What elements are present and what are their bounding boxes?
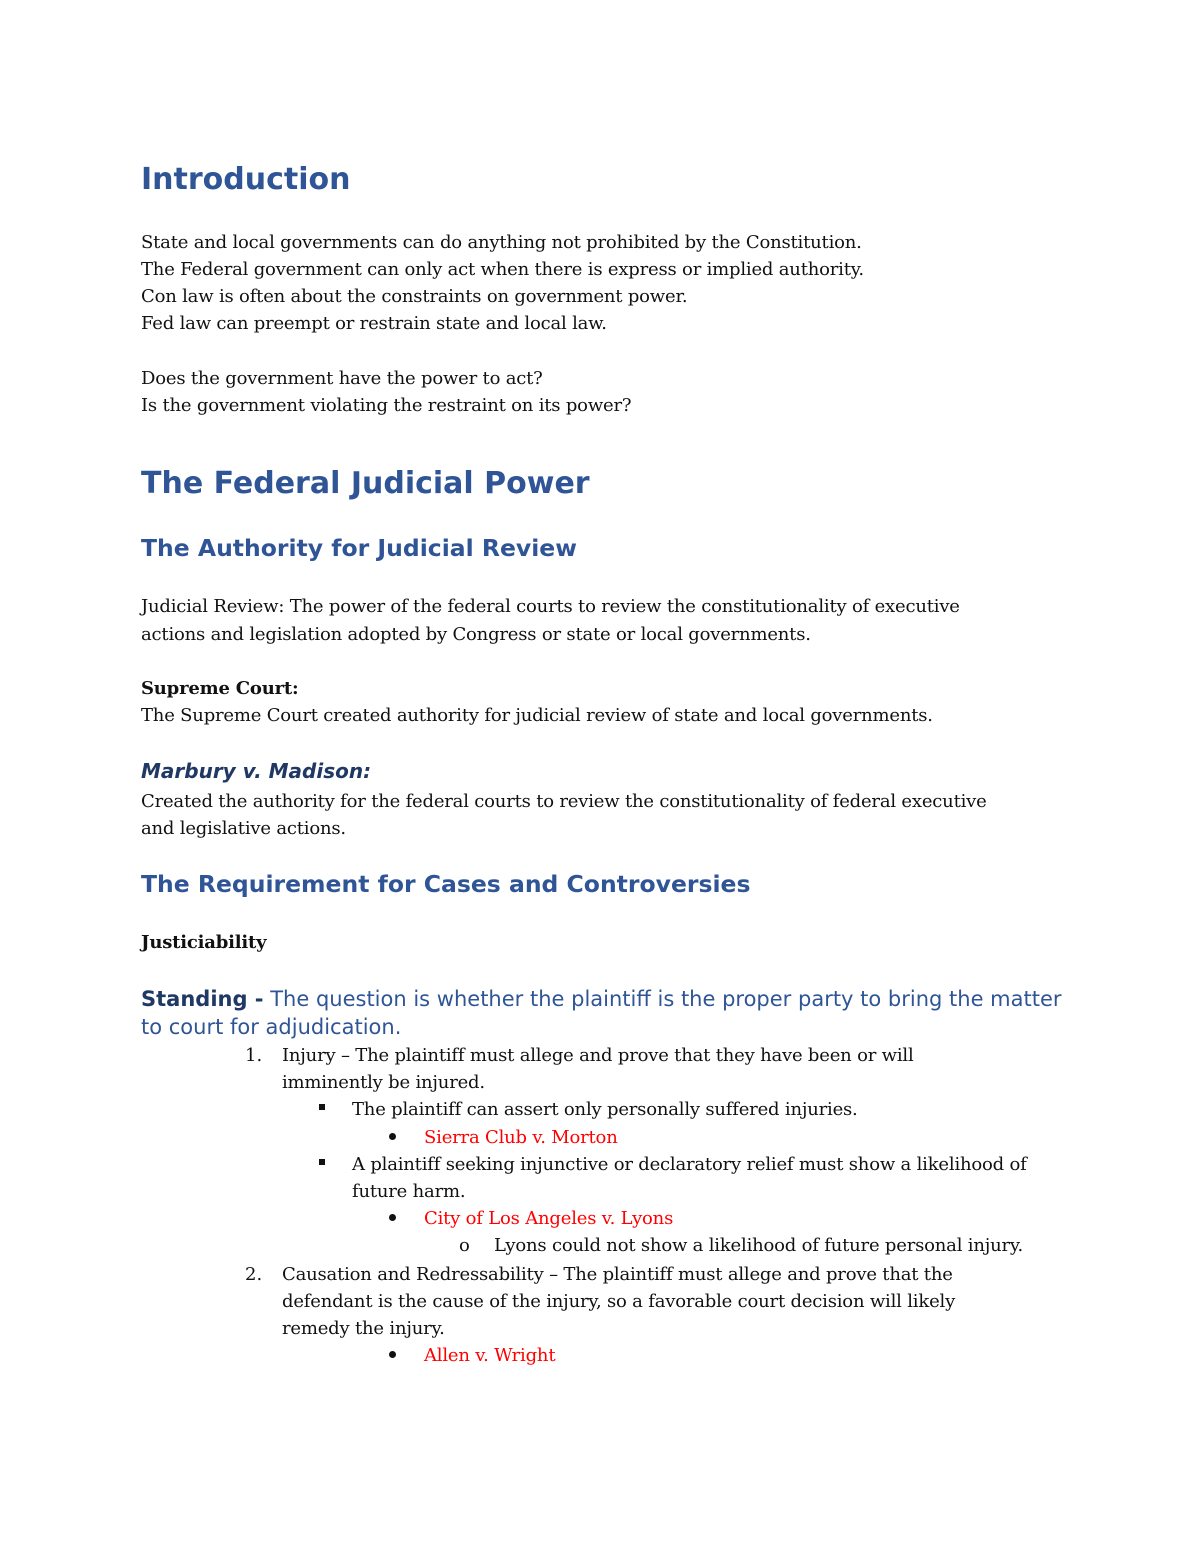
intro-line-2: The Federal government can only act when there is express or implied authority. (141, 259, 864, 280)
square-bullet-icon (319, 1159, 325, 1165)
round-bullet-icon (389, 1351, 396, 1358)
judicial-review-definition-line-1: Judicial Review: The power of the federal courts to review the constitutionality of executive (141, 596, 960, 617)
intro-line-3: Con law is often about the constraints on government power. (141, 286, 688, 307)
intro-question-1: Does the government have the power to act? (141, 368, 543, 389)
injury-sub-item-2: A plaintiff seeking injunctive or declaratory relief must show a likelihood of future harm. (352, 1154, 1027, 1202)
introduction-heading: Introduction (141, 162, 351, 197)
intro-line-4: Fed law can preempt or restrain state and local law. (141, 313, 607, 334)
cases-heading: The Requirement for Cases and Controversies (141, 870, 751, 898)
standing-paragraph (141, 985, 1071, 1041)
round-bullet-icon (389, 1133, 396, 1140)
intro-line-1: State and local governments can do anything not prohibited by the Constitution. (141, 232, 862, 253)
list-number-2: 2. (245, 1264, 263, 1285)
supreme-court-label: Supreme Court: (141, 678, 299, 699)
intro-question-2: Is the government violating the restraint on its power? (141, 395, 632, 416)
judicial-power-heading: The Federal Judicial Power (141, 466, 590, 501)
list-number-1: 1. (245, 1045, 263, 1066)
supreme-court-text: The Supreme Court created authority for judicial review of state and local governments. (141, 705, 933, 726)
causation-item-text: Causation and Redressability – The plaintiff must allege and prove that the defendant is the cause of the injury, so a favorable court decision will likely remedy the injury. (282, 1264, 956, 1339)
injury-item-text: Injury – The plaintiff must allege and prove that they have been or will imminently be injured. (282, 1045, 914, 1093)
judicial-review-definition-line-2: actions and legislation adopted by Congress or state or local governments. (141, 624, 811, 645)
standing-text: The question is whether the plaintiff is the proper party to bring the matter to court for adjudication. (141, 987, 1062, 1039)
hollow-bullet-marker: o (459, 1235, 470, 1256)
square-bullet-icon (319, 1104, 325, 1110)
marbury-line-1: Created the authority for the federal courts to review the constitutionality of federal executive (141, 791, 987, 812)
injury-sub-item-1: The plaintiff can assert only personally suffered injuries. (352, 1099, 858, 1120)
marbury-line-2: and legislative actions. (141, 818, 346, 839)
case-sierra-club: Sierra Club v. Morton (424, 1127, 618, 1148)
case-allen-v-wright: Allen v. Wright (424, 1345, 556, 1366)
round-bullet-icon (389, 1214, 396, 1221)
standing-term: Standing - (141, 987, 264, 1011)
lyons-note: Lyons could not show a likelihood of future personal injury. (494, 1235, 1024, 1256)
justiciability-label: Justiciability (141, 932, 267, 953)
case-city-of-la-v-lyons: City of Los Angeles v. Lyons (424, 1208, 674, 1229)
authority-heading: The Authority for Judicial Review (141, 534, 577, 562)
marbury-heading: Marbury v. Madison: (141, 759, 372, 783)
